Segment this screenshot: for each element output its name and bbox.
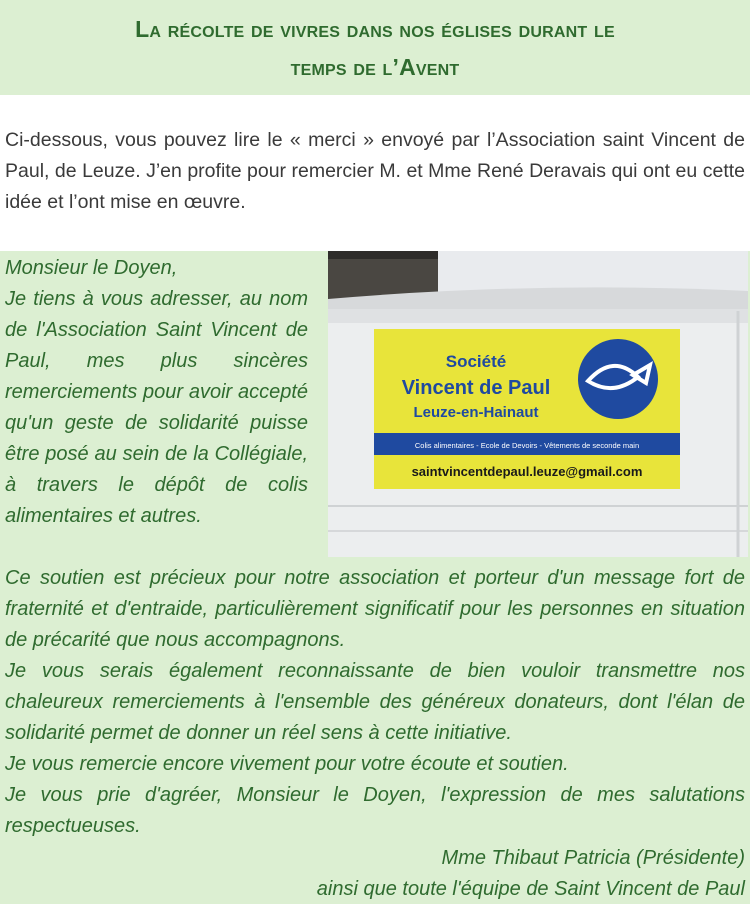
letter-paragraph-4: Je vous remercie encore vivement pour votre écoute et soutien. [5,753,569,775]
sign-email: saintvincentdepaul.leuze@gmail.com [411,464,643,479]
signature-line-1: Mme Thibaut Patricia (Présidente) [441,847,745,869]
page-header [0,0,750,95]
letter-paragraph-1: Je tiens à vous adresser, au nom de l'Association Saint Vincent de Paul, mes plus sincères remerciements pour avoir accepté qu'un geste de solidarité puisse être posé au sein de la Collégiale, à travers le dépôt de colis alimentaires et autres. [5,288,308,527]
letter-salutation: Monsieur le Doyen, [5,257,178,279]
letter-paragraph-3: Je vous serais également reconnaissante de bien vouloir transmettre nos chaleureux remerciements à l'ensemble des généreux donateurs, dont l'élan de solidarité permet de donner un réel sens à cette initiative. [5,660,745,744]
sign-services: Colis alimentaires - Ecole de Devoirs - Vêtements de seconde main [414,441,640,450]
page-title-line-2: temps de l’Avent [290,53,460,80]
intro-paragraph: Ci-dessous, vous pouvez lire le « merci » envoyé par l’Association saint Vincent de Paul, de Leuze. J’en profite pour remercier M. et Mme René Deravais qui ont eu cette idée et l’ont mise en œuvre. [5,129,745,213]
sign-line-1: Société [445,352,507,371]
letter-body [5,563,745,842]
letter-left-column [5,253,308,532]
van-photo [328,251,748,557]
page-title-line-1: La récolte de vivres dans nos églises durant le [135,15,615,42]
letter-signature [317,843,745,905]
signature-line-2: ainsi que toute l'équipe de Saint Vincent de Paul [316,878,745,900]
sign-line-2: Vincent de Paul [401,377,551,399]
van-photo-drawing [328,251,748,557]
sign-line-3: Leuze-en-Hainaut [413,404,539,421]
letter-paragraph-5: Je vous prie d'agréer, Monsieur le Doyen, l'expression de mes salutations respectueuses. [5,784,745,837]
letter-paragraph-2: Ce soutien est précieux pour notre association et porteur d'un message fort de fraternité et d'entraide, particulièrement significatif pour les personnes en situation de précarité que nous accompagnons. [5,567,745,651]
